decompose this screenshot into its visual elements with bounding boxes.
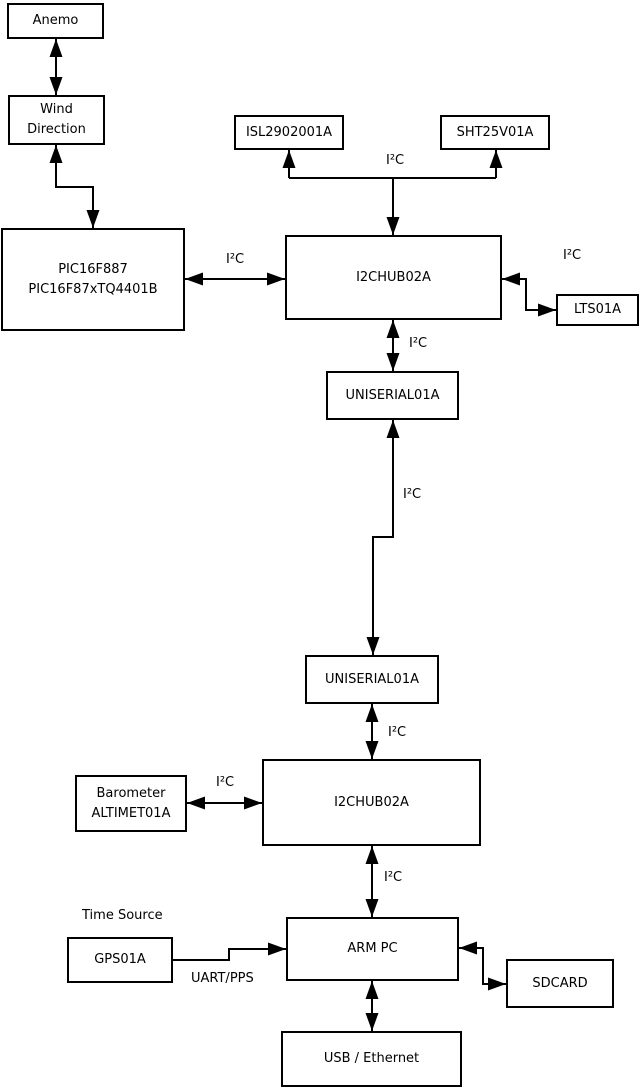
edge-winddirection-pic	[56, 145, 93, 228]
edge-gps-armpc	[173, 949, 286, 960]
node-anemo	[7, 3, 104, 39]
node-sht25v01a	[440, 115, 550, 150]
node-lts01a	[556, 294, 639, 326]
label-i2c-hub-lts: I²C	[563, 248, 582, 263]
label-i2c-uniserial-link: I²C	[403, 487, 422, 502]
label-i2c-uniserial-hub2: I²C	[388, 725, 407, 740]
node-lts01a-label: LTS01A	[573, 302, 622, 317]
node-uniserial01a-1-label: UNISERIAL01A	[345, 387, 440, 403]
node-arm-pc-label: ARM PC	[347, 941, 398, 956]
node-sdcard	[506, 959, 614, 1008]
label-time-source: Time Source	[82, 908, 163, 923]
node-i2chub02a-1-label: I2CHUB02A	[356, 269, 431, 285]
node-usb-ethernet	[281, 1031, 462, 1087]
label-i2c-hub-uniserial: I²C	[409, 336, 428, 351]
node-wind-direction-line2: Direction	[27, 122, 86, 137]
node-uniserial01a-1	[326, 371, 459, 420]
node-barometer-line1: Barometer	[96, 785, 166, 801]
node-barometer-line2: ALTIMET01A	[91, 805, 171, 821]
node-isl2902001a	[234, 115, 344, 150]
label-i2c-barometer-hub2: I²C	[216, 775, 235, 790]
label-i2c-top-bus: I²C	[386, 153, 405, 168]
node-sdcard-label: SDCARD	[532, 975, 588, 991]
node-anemo-label: Anemo	[32, 13, 79, 28]
node-gps01a	[67, 937, 173, 983]
node-pic	[1, 228, 185, 331]
node-i2chub02a-2-label: I2CHUB02A	[334, 794, 409, 810]
node-sht25v01a-label: SHT25V01A	[456, 124, 534, 140]
label-uart-pps: UART/PPS	[191, 971, 254, 986]
node-wind-direction-line1: Wind	[40, 102, 73, 117]
node-usb-ethernet-label: USB / Ethernet	[323, 1051, 420, 1066]
node-i2chub02a-2	[262, 759, 481, 846]
edge-i2chub1-lts	[502, 279, 556, 310]
edge-uniserial1-uniserial2	[373, 420, 393, 655]
node-barometer	[75, 775, 187, 832]
node-uniserial01a-2-label: UNISERIAL01A	[325, 671, 419, 687]
label-i2c-hub2-armpc: I²C	[384, 870, 403, 885]
node-wind-direction	[8, 95, 105, 145]
node-isl2902001a-label: ISL2902001A	[245, 124, 333, 140]
edge-armpc-sdcard	[459, 948, 506, 984]
node-i2chub02a-1	[285, 235, 502, 320]
node-pic-line2: PIC16F87xTQ4401B	[28, 281, 158, 297]
node-gps01a-label: GPS01A	[94, 952, 146, 967]
label-i2c-pic-hub: I²C	[226, 252, 245, 267]
node-pic-line1: PIC16F887	[58, 261, 128, 277]
node-arm-pc	[286, 917, 459, 981]
node-uniserial01a-2	[305, 655, 439, 704]
